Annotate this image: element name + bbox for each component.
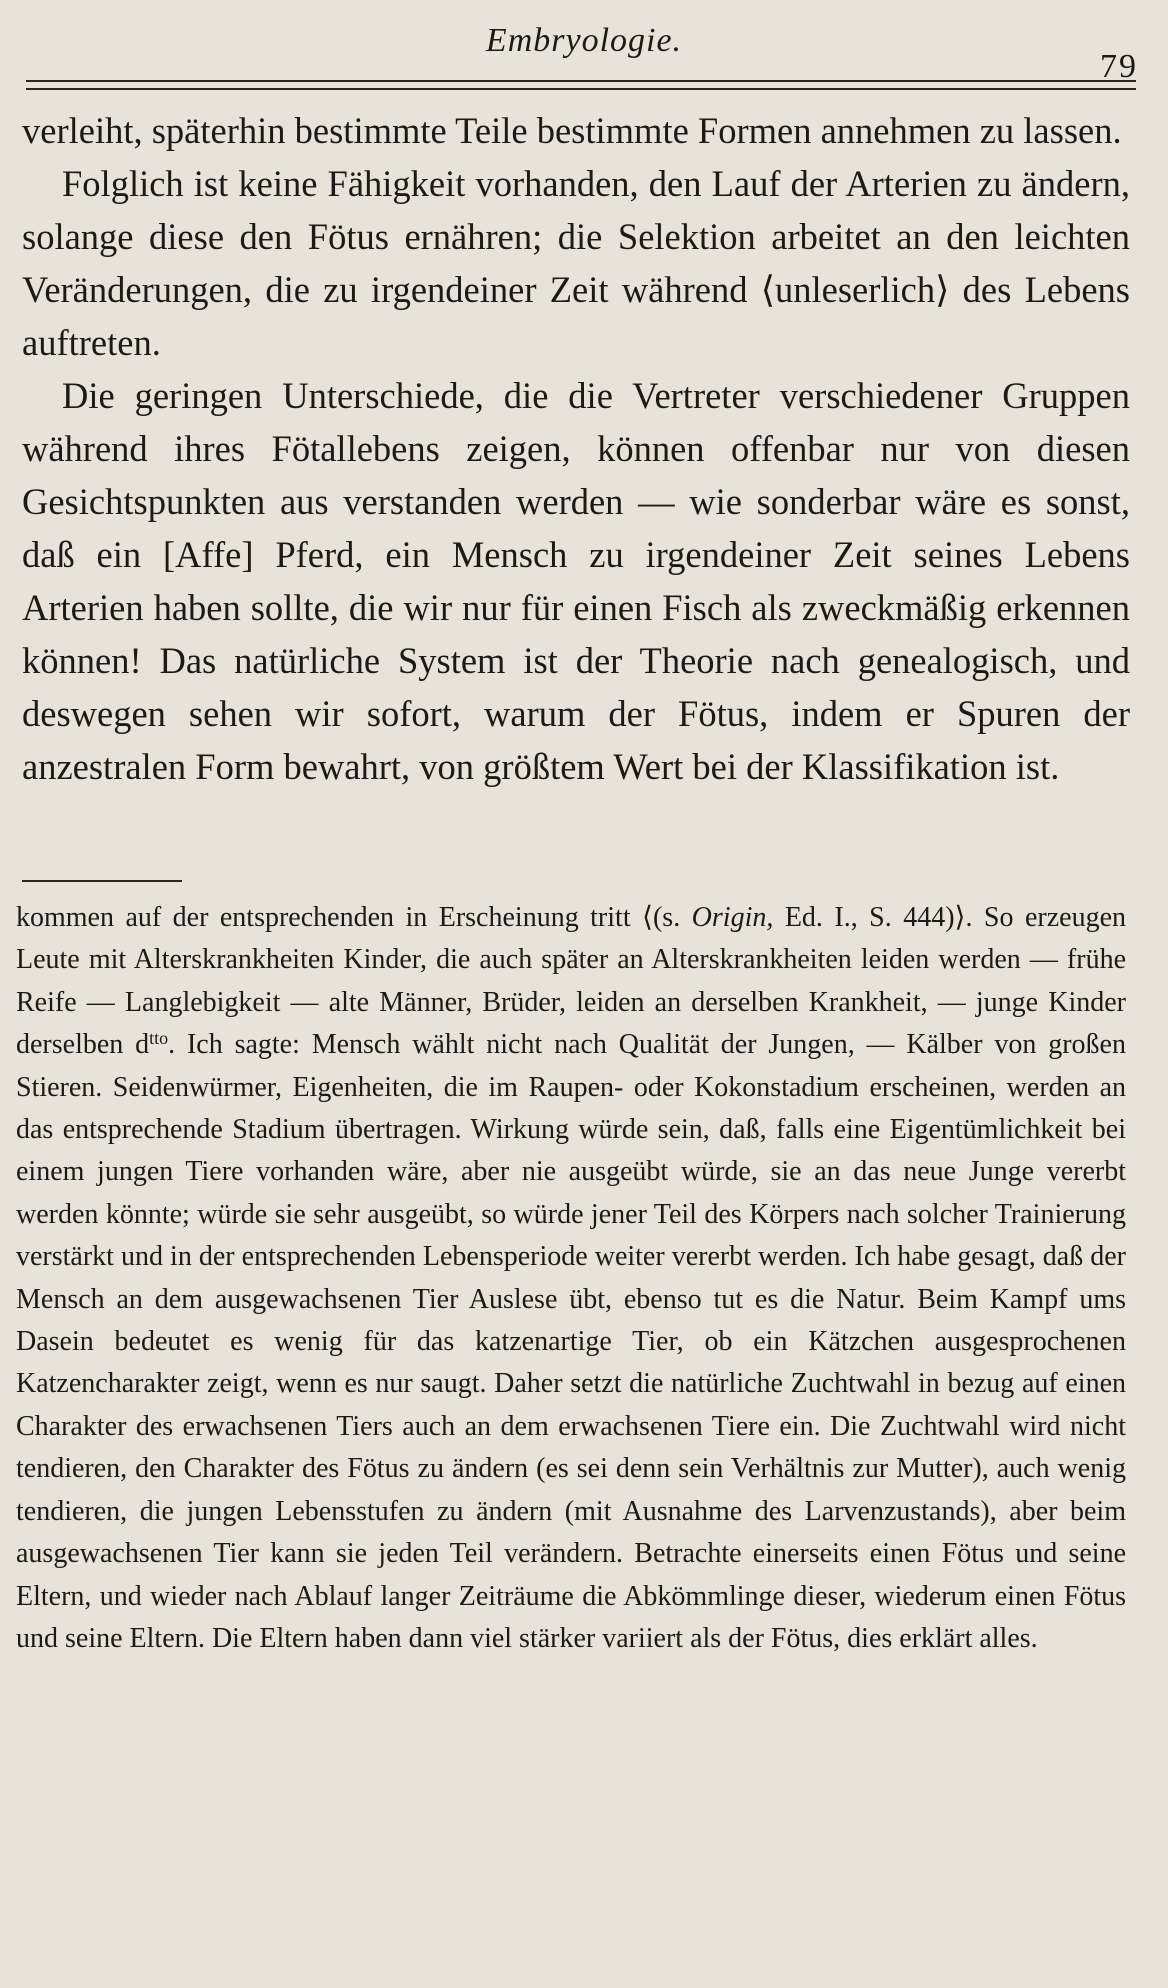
footnote-italic-origin: Origin, [691,902,774,933]
footnote [16,897,1126,1660]
running-title: Embryologie. [485,22,683,59]
paragraph-1: verleiht, späterhin bestimmte Teile bestimmte Formen annehmen zu lassen. [22,110,1122,151]
page-number: 79 [1100,48,1138,85]
paragraph-3: Die geringen Unterschiede, die die Vertreter verschiedener Gruppen während ihres Fötallebens zeigen, können offenbar nur von diesen Gesichtspunkten aus verstanden werden — wie sonderbar wäre es sonst, daß ein [Affe] Pferd, ein Mensch zu irgendeiner Zeit seines Lebens Arterien haben sollte, die wir nur für einen Fisch als zweckmäßig erkennen können! Das natürliche System ist der Theorie nach genealogisch, und deswegen sehen wir sofort, warum der Fötus, indem er Spuren der anzestralen Form bewahrt, von größtem Wert bei der Klassifikation ist. [22,375,1130,787]
header-double-rule [26,80,1136,90]
paragraph-2: Folglich ist keine Fähigkeit vorhanden, den Lauf der Arterien zu ändern, solange diese den Fötus ernähren; die Selektion arbeitet an den leichten Veränderungen, die zu irgendeiner Zeit während ⟨unleserlich⟩ des Lebens auftreten. [22,163,1130,363]
footnote-text-part-3: . Ich sagte: Mensch wählt nicht nach Qualität der Jungen, — Kälber von großen Stieren. Seidenwürmer, Eigenheiten, die im Raupen- oder Kokonstadium erscheinen, werden an das entsprechende Stadium übertragen. Wirkung würde sein, daß, falls eine Eigentümlichkeit bei einem jungen Tiere vorhanden wäre, aber nie ausgeübt würde, sie an das neue Junge vererbt werden könnte; würde sie sehr ausgeübt, so würde jener Teil des Körpers nach solcher Trainierung verstärkt und in der entsprechenden Lebensperiode weiter vererbt werden. Ich habe gesagt, daß der Mensch an dem ausgewachsenen Tier Auslese übt, ebenso tut es die Natur. Beim Kampf ums Dasein bedeutet es wenig für das katzenartige Tier, ob ein Kätzchen ausgesprochenen Katzencharakter zeigt, wenn es nur saugt. Daher setzt die natürliche Zuchtwahl in bezug auf einen Charakter des erwachsenen Tiers auch an dem erwachsenen Tiere ein. Die Zuchtwahl wird nicht tendieren, den Charakter des Fötus zu ändern (es sei denn sein Verhältnis zur Mutter), auch wenig tendieren, die jungen Lebensstufen zu ändern (mit Ausnahme des Larvenzustands), aber beim ausgewachsenen Tier kann sie jeden Teil verändern. Betrachte einerseits einen Fötus und seine Eltern, und wieder nach Ablauf langer Zeiträume die Abkömmlinge dieser, wiederum einen Fötus und seine Eltern. Die Eltern haben dann viel stärker variiert als der Fötus, dies erklärt alles. [16,1029,1126,1654]
footnote-text-part-2: Ed. I., S. 444)⟩. So erzeugen Leute mit Alterskrankheiten Kinder, die auch später an Alterskrankheiten leiden werden — frühe Reife — Langlebigkeit — alte Männer, Brüder, leiden an derselben Krankheit, — junge Kinder derselben d [16,902,1127,1061]
footnote-superscript-ditto: tto [149,1028,169,1049]
footnote-rule [22,880,182,882]
footnote-text-part-1: kommen auf der entsprechenden in Erscheinung tritt ⟨(s. [16,902,692,933]
main-text-body [22,104,1130,793]
